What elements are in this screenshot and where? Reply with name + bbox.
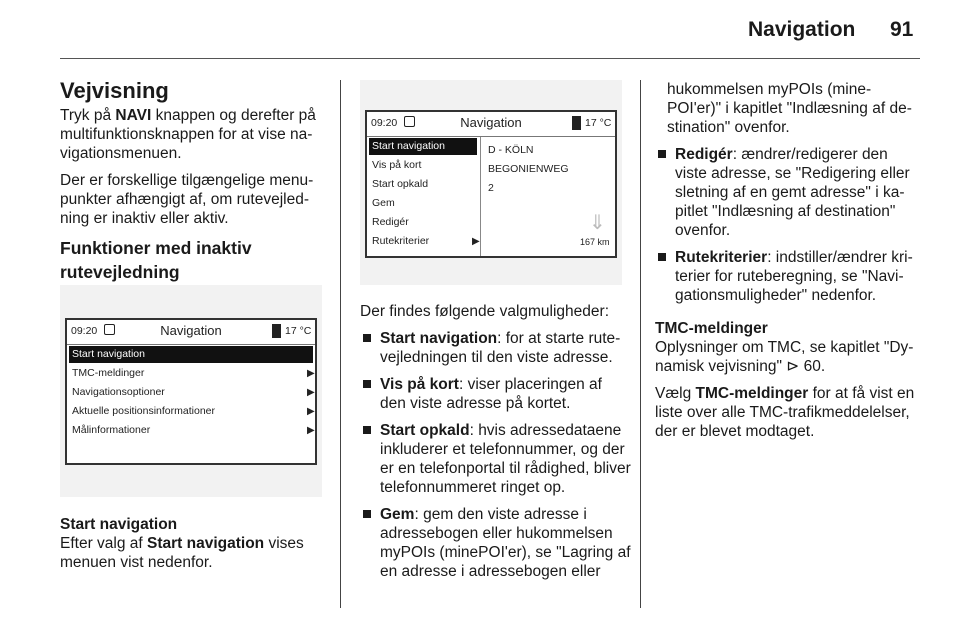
subsection-heading: Funktioner med inaktiv rutevejledning — [60, 238, 252, 282]
destination-city: D - KÖLN — [488, 144, 534, 156]
menu-item-edit[interactable]: Redigér — [372, 216, 409, 228]
bullet-icon — [363, 510, 371, 518]
page-reference-icon: ⊳ — [786, 358, 800, 375]
bullet-icon — [658, 253, 666, 261]
menu-item-route-criteria[interactable]: Rutekriterier — [372, 235, 430, 247]
bullet-icon — [363, 334, 371, 342]
list-item: Gem: gem den viste adresse i adressebogen eller hukommelsen myPOIs (minePOI'er), se "Lagring af en adresse i adressebogen eller — [360, 505, 632, 581]
temperature: 17 °C — [285, 325, 312, 337]
tmc-paragraph-1: Oplysninger om TMC, se kapitlet "Dy-namisk vejvisning" ⊳ 60. — [655, 339, 914, 375]
status-bar — [67, 320, 315, 345]
bullet-icon — [363, 426, 371, 434]
destination-street: BEGONIENWEG — [488, 163, 569, 175]
options-list — [360, 329, 632, 581]
header-rule — [60, 58, 920, 59]
chevron-right-icon: ▶ — [307, 425, 315, 436]
status-bar — [367, 112, 615, 137]
screen-image-inactive — [60, 285, 322, 497]
destination-number: 2 — [488, 182, 494, 194]
clock-time: 09:20 — [71, 325, 98, 337]
menu-items-paragraph: Der er forskellige tilgængelige menu-punkter afhængigt af, om rutevejled-ning er inaktiv eller aktiv. — [60, 172, 314, 227]
menu-item-start-navigation[interactable]: Start navigation — [69, 346, 313, 363]
list-item-continuation: hukommelsen myPOIs (mine-POI'er)" i kapitlet "Indlæsning af de-stination" ovenfor. — [667, 81, 912, 136]
screen-title: Navigation — [160, 323, 222, 338]
options-intro: Der findes følgende valgmuligheder: — [360, 303, 609, 320]
bullet-icon — [363, 380, 371, 388]
section-heading: Vejvisning — [60, 78, 169, 103]
tmc-heading: TMC-meldinger — [655, 320, 768, 337]
column-3 — [655, 80, 923, 449]
menu-item-tmc[interactable]: TMC-meldinger — [72, 367, 145, 379]
menu-item-show-on-map[interactable]: Vis på kort — [372, 159, 422, 171]
column-2 — [360, 302, 632, 589]
chevron-right-icon: ▶ — [307, 406, 315, 417]
intro-paragraph: Tryk på NAVI knappen og derefter på multifunktionsknappen for at vise na-vigationsmenuen. — [60, 107, 316, 162]
display-screen — [365, 110, 617, 258]
display-screen — [65, 318, 317, 465]
list-item: Start navigation: for at starte rute-vejledningen til den viste adresse. — [360, 329, 632, 367]
list-item: Vis på kort: viser placeringen af den viste adresse på kortet. — [360, 375, 632, 413]
chevron-right-icon: ▶ — [472, 236, 480, 247]
column-divider-2 — [640, 80, 641, 608]
screen-image-start-navigation — [360, 80, 622, 285]
menu-item-start-call[interactable]: Start opkald — [372, 178, 429, 190]
menu-item-save[interactable]: Gem — [372, 197, 395, 209]
start-navigation-heading: Start navigation — [60, 516, 178, 533]
down-arrow-icon: ⇓ — [589, 212, 606, 234]
screen-title: Navigation — [460, 115, 522, 130]
clock-time: 09:20 — [371, 117, 398, 129]
tmc-paragraph-2: Vælg TMC-meldinger for at få vist en liste over alle TMC-trafikmeddelelser, der er blevet modtaget. — [655, 385, 915, 440]
list-item: Redigér: ændrer/redigerer den viste adresse, se "Redigering eller sletning af en gemt adresse" i ka-pitlet "Indlæsning af destination" ovenfor. — [655, 145, 923, 240]
page-reference[interactable]: 60. — [803, 358, 826, 375]
chevron-right-icon: ▶ — [307, 368, 315, 379]
options-list-continued — [655, 80, 923, 305]
menu-item-position-info[interactable]: Aktuelle positionsinformationer — [72, 405, 215, 417]
menu-item-navigation-options[interactable]: Navigationsoptioner — [72, 386, 165, 398]
page-header-title: Navigation — [748, 18, 856, 41]
column-1 — [60, 78, 328, 292]
chevron-right-icon: ▶ — [307, 387, 315, 398]
list-item: Rutekriterier: indstiller/ændrer kri-terier for ruteberegning, se "Navi-gationsmuligheder" nedenfor. — [655, 248, 923, 305]
pane-divider — [480, 137, 481, 256]
temperature: 17 °C — [585, 117, 612, 129]
start-navigation-paragraph: Efter valg af Start navigation vises menuen vist nedenfor. — [60, 535, 304, 571]
distance: 167 km — [580, 237, 610, 247]
menu-item-start-navigation[interactable]: Start navigation — [369, 138, 477, 155]
column-divider-1 — [340, 80, 341, 608]
column-1-bottom — [60, 515, 328, 580]
page-number: 91 — [890, 18, 914, 41]
thermometer-icon — [572, 116, 581, 130]
thermometer-icon — [272, 324, 281, 338]
list-item: Start opkald: hvis adressedataene inkluderer et telefonnummer, og der er en telefonportal til rådighed, bliver telefonnummeret ringet op. — [360, 421, 632, 497]
bullet-icon — [658, 150, 666, 158]
menu-item-destination-info[interactable]: Målinformationer — [72, 424, 151, 436]
